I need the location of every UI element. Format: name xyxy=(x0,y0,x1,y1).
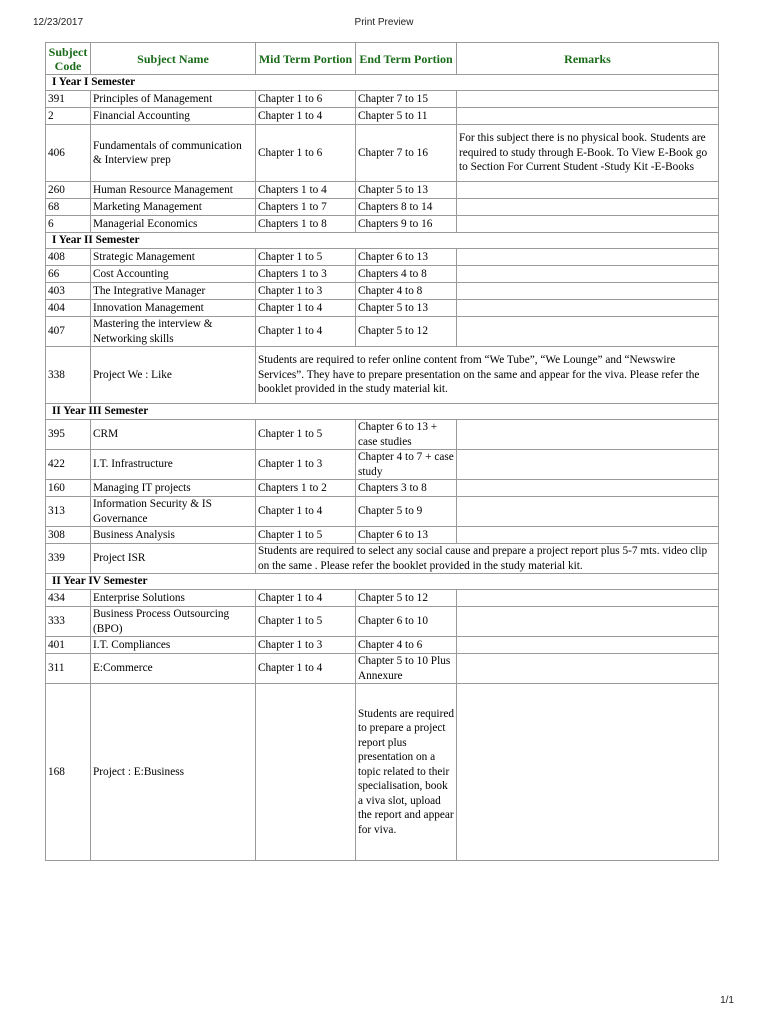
subject-name: Marketing Management xyxy=(91,199,256,216)
semester-row xyxy=(46,404,719,420)
end-term-portion: Chapter 4 to 8 xyxy=(356,283,457,300)
table-row xyxy=(46,637,719,654)
table-row xyxy=(46,497,719,527)
table-row xyxy=(46,527,719,544)
table-row xyxy=(46,607,719,637)
mid-term-portion: Chapter 1 to 3 xyxy=(256,637,356,654)
remarks xyxy=(457,654,719,684)
end-term-portion: Chapter 4 to 6 xyxy=(356,637,457,654)
mid-term-portion: Chapters 1 to 8 xyxy=(256,216,356,233)
table-row xyxy=(46,125,719,182)
subject-name: Business Analysis xyxy=(91,527,256,544)
project-requirements: Students are required to refer online content from “We Tube”, “We Lounge” and “Newswire Services”. They have to prepare presentation on the same and appear for the viva. Please refer the booklet provided in the study material kit. xyxy=(256,347,719,404)
remarks xyxy=(457,182,719,199)
subject-name: Project ISR xyxy=(91,544,256,574)
remarks xyxy=(457,527,719,544)
table-row xyxy=(46,590,719,607)
end-term-portion: Chapter 7 to 15 xyxy=(356,91,457,108)
mid-term-portion: Chapter 1 to 4 xyxy=(256,300,356,317)
table-row xyxy=(46,91,719,108)
semester-row xyxy=(46,233,719,249)
header-subject-name: Subject Name xyxy=(91,43,256,75)
table-row xyxy=(46,300,719,317)
end-term-portion: Chapters 8 to 14 xyxy=(356,199,457,216)
remarks xyxy=(457,283,719,300)
mid-term-portion: Chapters 1 to 3 xyxy=(256,266,356,283)
remarks xyxy=(457,249,719,266)
subject-code: 168 xyxy=(46,684,91,861)
table-row xyxy=(46,216,719,233)
remarks xyxy=(457,300,719,317)
subject-code: 333 xyxy=(46,607,91,637)
subject-name: Fundamentals of communication & Interview prep xyxy=(91,125,256,182)
semester-title: I Year II Semester xyxy=(46,233,719,249)
remarks xyxy=(457,108,719,125)
mid-term-portion: Chapter 1 to 3 xyxy=(256,450,356,480)
remarks xyxy=(457,450,719,480)
subject-code: 407 xyxy=(46,317,91,347)
remarks xyxy=(457,497,719,527)
semester-row xyxy=(46,574,719,590)
subject-code: 2 xyxy=(46,108,91,125)
table-row xyxy=(46,283,719,300)
end-term-portion: Chapter 4 to 7 + case study xyxy=(356,450,457,480)
remarks xyxy=(457,590,719,607)
subject-code: 66 xyxy=(46,266,91,283)
table-row xyxy=(46,199,719,216)
table-row xyxy=(46,544,719,574)
subject-name: Information Security & IS Governance xyxy=(91,497,256,527)
subject-code: 160 xyxy=(46,480,91,497)
subject-name: Project We : Like xyxy=(91,347,256,404)
mid-term-portion: Chapter 1 to 5 xyxy=(256,607,356,637)
mid-term-portion: Chapter 1 to 4 xyxy=(256,590,356,607)
remarks xyxy=(457,91,719,108)
mid-term-portion: Chapter 1 to 6 xyxy=(256,125,356,182)
subject-code: 260 xyxy=(46,182,91,199)
remarks xyxy=(457,317,719,347)
exam-portion-table xyxy=(45,42,719,861)
end-term-portion: Chapters 4 to 8 xyxy=(356,266,457,283)
subject-name: Human Resource Management xyxy=(91,182,256,199)
subject-code: 311 xyxy=(46,654,91,684)
header-subject-code: Subject Code xyxy=(46,43,91,75)
subject-code: 406 xyxy=(46,125,91,182)
subject-code: 401 xyxy=(46,637,91,654)
end-term-portion: Chapter 5 to 13 xyxy=(356,300,457,317)
table-row xyxy=(46,480,719,497)
end-term-portion: Chapters 9 to 16 xyxy=(356,216,457,233)
mid-term-portion: Chapters 1 to 4 xyxy=(256,182,356,199)
table-row xyxy=(46,249,719,266)
mid-term-portion: Chapter 1 to 6 xyxy=(256,91,356,108)
subject-name: E:Commerce xyxy=(91,654,256,684)
remarks xyxy=(457,266,719,283)
end-term-portion: Chapters 3 to 8 xyxy=(356,480,457,497)
remarks xyxy=(457,216,719,233)
end-term-portion: Chapter 6 to 13 + case studies xyxy=(356,420,457,450)
end-term-portion: Chapter 6 to 10 xyxy=(356,607,457,637)
table-row xyxy=(46,266,719,283)
subject-name: Innovation Management xyxy=(91,300,256,317)
table-row xyxy=(46,420,719,450)
subject-name: Project : E:Business xyxy=(91,684,256,861)
mid-term-portion: Chapter 1 to 4 xyxy=(256,317,356,347)
semester-title: II Year IV Semester xyxy=(46,574,719,590)
subject-code: 422 xyxy=(46,450,91,480)
header-mid-term-portion: Mid Term Portion xyxy=(256,43,356,75)
subject-name: Business Process Outsourcing (BPO) xyxy=(91,607,256,637)
subject-code: 338 xyxy=(46,347,91,404)
mid-term-portion: Chapter 1 to 5 xyxy=(256,249,356,266)
mid-term-portion: Chapter 1 to 5 xyxy=(256,420,356,450)
subject-code: 434 xyxy=(46,590,91,607)
subject-name: I.T. Infrastructure xyxy=(91,450,256,480)
subject-code: 6 xyxy=(46,216,91,233)
subject-name: Managerial Economics xyxy=(91,216,256,233)
mid-term-portion: Chapter 1 to 4 xyxy=(256,497,356,527)
remarks xyxy=(457,607,719,637)
end-term-portion: Chapter 5 to 10 Plus Annexure xyxy=(356,654,457,684)
subject-code: 339 xyxy=(46,544,91,574)
table-row xyxy=(46,182,719,199)
end-term-portion: Students are required to prepare a project report plus presentation on a topic related to their specialisation, book a viva slot, upload the report and appear for viva. xyxy=(356,684,457,861)
print-preview-title: Print Preview xyxy=(354,17,414,28)
table-row xyxy=(46,317,719,347)
remarks xyxy=(457,420,719,450)
table-row xyxy=(46,654,719,684)
header-remarks: Remarks xyxy=(457,43,719,75)
mid-term-portion: Chapters 1 to 7 xyxy=(256,199,356,216)
subject-code: 391 xyxy=(46,91,91,108)
table-header-row xyxy=(46,43,719,75)
print-date: 12/23/2017 xyxy=(33,17,84,28)
mid-term-portion xyxy=(256,684,356,861)
mid-term-portion: Chapter 1 to 5 xyxy=(256,527,356,544)
end-term-portion: Chapter 5 to 9 xyxy=(356,497,457,527)
subject-name: Principles of Management xyxy=(91,91,256,108)
subject-name: Enterprise Solutions xyxy=(91,590,256,607)
remarks xyxy=(457,637,719,654)
subject-name: I.T. Compliances xyxy=(91,637,256,654)
end-term-portion: Chapter 6 to 13 xyxy=(356,527,457,544)
subject-code: 68 xyxy=(46,199,91,216)
mid-term-portion: Chapter 1 to 4 xyxy=(256,654,356,684)
end-term-portion: Chapter 5 to 12 xyxy=(356,317,457,347)
semester-title: II Year III Semester xyxy=(46,404,719,420)
subject-code: 403 xyxy=(46,283,91,300)
mid-term-portion: Chapters 1 to 2 xyxy=(256,480,356,497)
table-row xyxy=(46,684,719,861)
end-term-portion: Chapter 5 to 12 xyxy=(356,590,457,607)
subject-code: 313 xyxy=(46,497,91,527)
subject-name: The Integrative Manager xyxy=(91,283,256,300)
table-row xyxy=(46,347,719,404)
subject-name: CRM xyxy=(91,420,256,450)
semester-row xyxy=(46,75,719,91)
remarks xyxy=(457,199,719,216)
subject-name: Mastering the interview & Networking skills xyxy=(91,317,256,347)
subject-name: Managing IT projects xyxy=(91,480,256,497)
mid-term-portion: Chapter 1 to 3 xyxy=(256,283,356,300)
end-term-portion: Chapter 6 to 13 xyxy=(356,249,457,266)
remarks xyxy=(457,684,719,861)
subject-name: Strategic Management xyxy=(91,249,256,266)
subject-code: 404 xyxy=(46,300,91,317)
subject-name: Financial Accounting xyxy=(91,108,256,125)
mid-term-portion: Chapter 1 to 4 xyxy=(256,108,356,125)
end-term-portion: Chapter 5 to 11 xyxy=(356,108,457,125)
semester-title: I Year I Semester xyxy=(46,75,719,91)
subject-code: 395 xyxy=(46,420,91,450)
project-requirements: Students are required to select any social cause and prepare a project report plus 5-7 mts. video clip on the same . Please refer the booklet provided in the study material kit. xyxy=(256,544,719,574)
end-term-portion: Chapter 5 to 13 xyxy=(356,182,457,199)
end-term-portion: Chapter 7 to 16 xyxy=(356,125,457,182)
subject-code: 308 xyxy=(46,527,91,544)
page-number: 1/1 xyxy=(720,995,734,1006)
subject-name: Cost Accounting xyxy=(91,266,256,283)
table-row xyxy=(46,450,719,480)
table-row xyxy=(46,108,719,125)
header-end-term-portion: End Term Portion xyxy=(356,43,457,75)
remarks xyxy=(457,480,719,497)
remarks: For this subject there is no physical book. Students are required to study through E-Book. To View E-Book go to Section For Current Student -Study Kit -E-Books xyxy=(457,125,719,182)
subject-code: 408 xyxy=(46,249,91,266)
